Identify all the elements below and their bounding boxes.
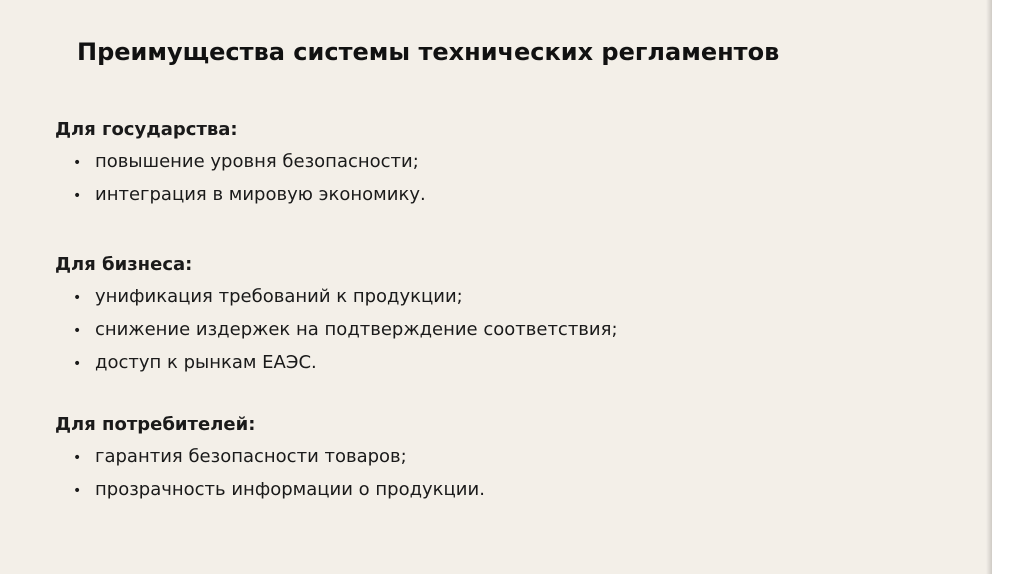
list-item-text: доступ к рынкам ЕАЭС. (95, 352, 317, 373)
list-item (55, 441, 485, 474)
list-consumers (55, 441, 485, 507)
bullet-icon: • (73, 323, 82, 339)
group-consumers (55, 413, 485, 507)
list-business (55, 281, 618, 380)
group-heading-consumers: Для потребителей: (55, 414, 256, 435)
bullet-icon: • (73, 483, 82, 499)
bullet-icon: • (73, 188, 82, 204)
slide-edge-shadow (986, 0, 992, 574)
list-item-text: интеграция в мировую экономику. (95, 184, 426, 205)
list-item-text: повышение уровня безопасности; (95, 151, 419, 172)
bullet-icon: • (73, 356, 82, 372)
list-item (55, 179, 426, 212)
list-item-text: снижение издержек на подтверждение соответствия; (95, 319, 618, 340)
list-item-text: унификация требований к продукции; (95, 286, 463, 307)
group-business (55, 253, 618, 380)
bullet-icon: • (73, 290, 82, 306)
list-item (55, 347, 618, 380)
list-item (55, 314, 618, 347)
list-state (55, 146, 426, 212)
list-item (55, 146, 426, 179)
list-item-text: гарантия безопасности товаров; (95, 446, 407, 467)
list-item (55, 281, 618, 314)
group-heading-business: Для бизнеса: (55, 254, 193, 275)
bullet-icon: • (73, 155, 82, 171)
group-heading-state: Для государства: (55, 119, 238, 140)
list-item-text: прозрачность информации о продукции. (95, 479, 485, 500)
page-gutter (994, 0, 1024, 574)
bullet-icon: • (73, 450, 82, 466)
list-item (55, 474, 485, 507)
slide-title: Преимущества системы технических регламентов (77, 38, 780, 66)
group-state (55, 118, 426, 212)
